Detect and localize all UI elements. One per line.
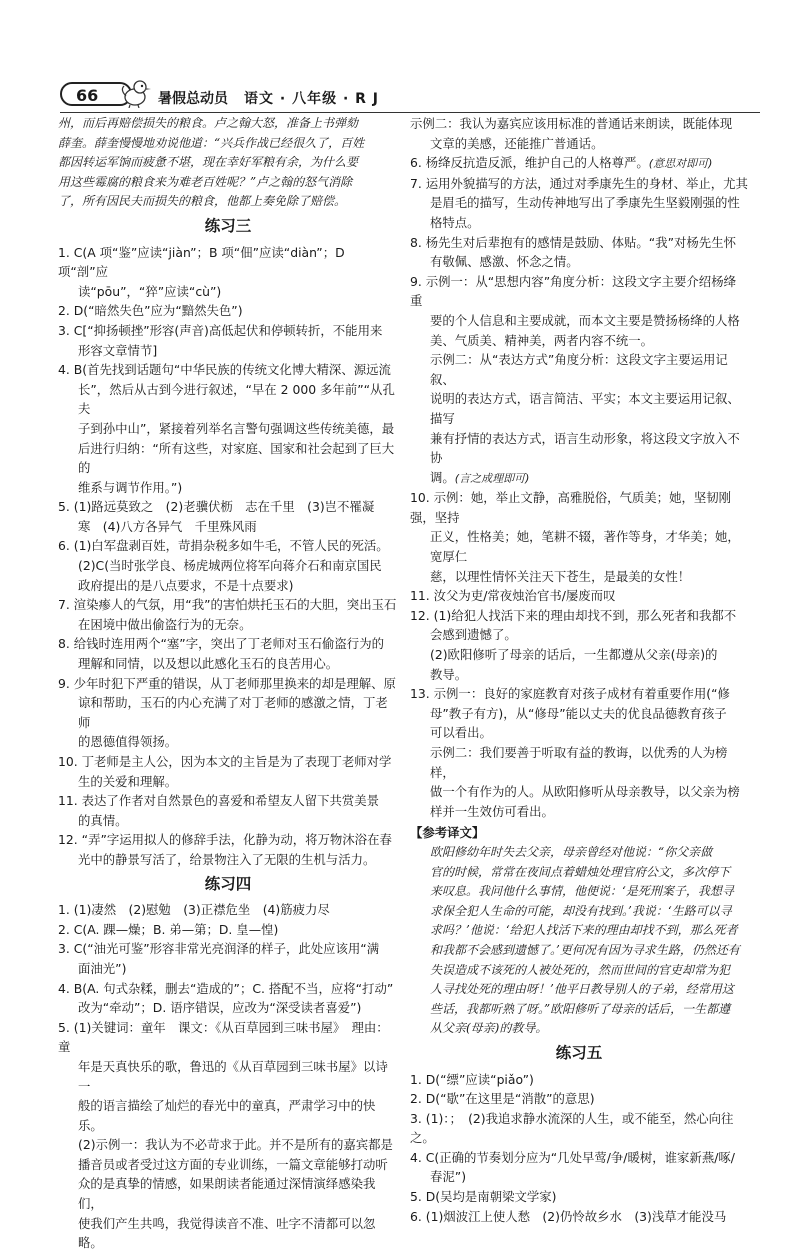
answer-note: (言之成理即可) [454,471,530,485]
answer-line: 4. B(首先找到话题句“中华民族的传统文化博大精深、源远流 [58,362,391,378]
answer-item [58,791,398,830]
answer-line: 读“pōu”，“猝”应读“cù”) [78,283,222,299]
answer-line: 政府提出的是八点要求，不是十点要求) [78,577,294,593]
answer-text: 调。 [430,469,455,485]
answer-item: 11. 汝父为吏/常夜烛治官书/屡废而叹 [410,588,616,604]
translation-line: 人寻找处死的理由呀！’他平日教导别人的子弟，经常用这 [430,982,734,997]
answer-line: 维系与调节作用。”) [78,479,183,495]
answer-item: 3. (1)：； (2)我追求静水流深的人生，或不能至，然心向往之。 [410,1110,734,1146]
answer-line: 寒 (4)八方各异气 千里殊风雨 [78,518,257,534]
answer-line: 样并一生效仿可看出。 [430,803,554,819]
answer-line: 在困境中做出偷盗行为的无奈。 [78,616,252,632]
answer-item: 2. D(“歇”在这里是“消散”的意思) [410,1091,595,1107]
answer-note: (意思对即可) [648,157,713,171]
translation-line: 官的时候，常常在夜间点着蜡烛处理官府公文，多次停下 [430,864,731,879]
answer-line: 10. 丁老师是主人公，因为本文的主旨是为了表现丁老师对学 [58,754,392,769]
answer-item: 2. C(A. 踝—燥；B. 弟—第；D. 皇—惶) [58,921,279,937]
answer-line: 11. 表达了作者对自然景色的喜爱和希望友人留下共赏美景 [58,793,380,809]
answer-line: 理解和同情，以及想以此感化玉石的良苦用心。 [78,656,339,672]
answer-line: 示例二：我认为嘉宾应该用标准的普通话来朗读，既能体现 [410,116,733,131]
answer-line: 要的个人信息和主要成就，而本文主要是赞扬杨绛的人格 [430,312,740,328]
answer-item: 6. (1)烟波江上使人愁 (2)仍怜故乡水 (3)浅草才能没马 [410,1208,727,1224]
text-line: 用这些霉腐的粮食来为难老百姓呢？”卢之翰的怒气消除 [58,174,353,189]
answer-line: 子到孙中山”，紧接着列举名言警句强调这些传统美德，最 [78,420,395,436]
answer-line: 正义，性格美；她，笔耕不辍，著作等身，才华美；她，宽厚仁 [430,529,740,565]
answer-item [410,606,748,684]
answer-item [410,684,748,821]
answer-line: 谅和帮助，玉石的内心充满了对丁老师的感激之情，丁老师 [78,695,388,730]
answer-item [58,1018,398,1253]
answer-line: 长”，然后从古到今进行叙述，“早在 2 000 多年前”“从孔夫 [78,381,395,417]
answer-line: 后进行归纳：“所有这些，对家庭、国家和社会起到了巨大的 [78,440,395,476]
mascot-icon [120,78,154,108]
answer-line: 5. (1)路远莫致之 (2)老骥伏枥 志在千里 (3)岂不罹凝 [58,499,375,515]
text-line: 薛奎。薛奎慢慢地劝说他道：“兴兵作战已经很久了，百姓 [58,135,365,150]
answer-line: 13. 示例一：良好的家庭教育对孩子成材有着重要作用(“修 [410,686,730,702]
answer-item [58,536,398,595]
answer-line: 教导。 [430,666,468,682]
subject-label: 语文 · 八年级 · R J [244,91,379,107]
answer-line: 3. C[“抑扬顿挫”形容(声音)高低起伏和停顿转折，不能用来 [58,322,383,338]
section-title-exercise-4: 练习四 [204,874,252,893]
header-rule [60,112,760,113]
translation-line: 欧阳修幼年时失去父亲，母亲曾经对他说：“你父亲做 [430,844,713,859]
translation-line: 来叹息。我问他什么事情，他便说：‘是死刑案子，我想寻 [430,884,734,899]
page-header [60,78,760,110]
answer-line: (2)示例一：我认为不必苛求于此。并不是所有的嘉宾都是 [78,1137,393,1153]
right-column [410,114,748,1226]
answer-line: 生的关爱和理解。 [78,773,178,789]
answer-item [410,272,748,489]
answer-item [58,595,398,634]
translation-line: 从父亲(母亲)的教导。 [430,1021,548,1036]
text-line: 了，所有因民夫而损失的粮食，他都上奏免除了赔偿。 [58,194,347,209]
answer-line: 9. 少年时犯下严重的错误，从丁老师那里换来的却是理解、原 [58,675,396,691]
translation-line: 求保全犯人生命的可能，却没有找到。’我说：‘生路可以寻 [430,903,732,918]
answer-item: 1. (1)凄然 (2)慰勉 (3)正襟危坐 (4)筋疲力尽 [58,902,330,918]
answer-item [410,1148,748,1187]
answer-item [410,233,748,272]
answer-item: 1. D(“缥”应读“piǎo”) [410,1071,534,1087]
answer-line: 示例二：我们要善于听取有益的教诲，以优秀的人为榜样， [430,745,728,780]
answer-line: 7. 运用外貌描写的方法，通过对季康先生的身材、举止，尤其 [410,175,748,191]
answer-line: 改为“牵动”；D. 语序错误，应改为“深受读者喜爱”) [78,1000,362,1016]
answer-item [410,114,748,153]
answer-item [410,488,748,586]
answer-item [58,360,398,497]
answer-item [58,497,398,536]
answer-line: 7. 渲染瘆人的气氛，用“我”的害怕烘托玉石的大胆，突出玉石 [58,597,397,613]
translation-line: 失误造成不该死的人被处死的，然而世间的官吏却常为犯 [430,962,731,977]
answer-line: 是眉毛的描写，生动传神地写出了季康先生坚毅刚强的性 [430,195,740,211]
answer-line: 1. C(A 项“鉴”应读“jiàn”；B 项“佃”应读“diàn”；D 项“剖”应 [58,244,345,280]
answer-line: 9. 示例一：从“思想内容”角度分析：这段文字主要介绍杨绛重 [410,273,736,309]
answer-line: 12. (1)给犯人找活下来的理由却找不到，那么死者和我都不 [410,607,737,623]
answer-item [58,321,398,360]
answer-item: 2. D(“暗然失色”应为“黯然失色”) [58,303,243,319]
answer-line: 春泥”) [430,1169,467,1185]
answer-line: 示例二：从“表达方式”角度分析：这段文字主要运用记叙、 [430,352,728,387]
reference-translation [410,843,748,1039]
answer-line: 面油光”) [78,960,127,976]
answer-item [410,153,748,174]
text-line: 都因转运军饷而疲惫不堪，现在幸好军粮有余，为什么要 [58,155,359,170]
answer-line: 文章的美感，还能推广普通话。 [430,135,604,151]
answer-line: 3. C(“油光可鉴”形容非常光亮润泽的样子，此处应该用“满 [58,941,380,957]
answer-line: 5. (1)关键词：童年 课文：《从百草园到三味书屋》 理由：童 [58,1019,389,1055]
answer-line: 10. 示例：她，举止文静，高雅脱俗，气质美；她，坚韧刚强，坚持 [410,490,732,525]
translation-continued [58,114,398,212]
answer-line: 6. (1)白军盘剥百姓，苛捐杂税多如牛毛，不管人民的死活。 [58,538,389,554]
answer-line: 的恩德值得领扬。 [78,734,178,750]
answer-line: (2)C(当时张学良、杨虎城两位将军向蒋介石和南京国民 [78,558,382,574]
answer-line: 光中的静景写活了，给景物注入了无限的生机与活力。 [78,851,376,867]
answer-line: 可以看出。 [430,725,492,741]
text-line: 州，而后再赔偿损失的粮食。卢之翰大怒，准备上书弹劾 [58,116,359,130]
answer-item [58,752,398,791]
answer-item: 5. D(吴均是南朝梁文学家) [410,1189,557,1205]
translation-line: 些话，我都听熟了呀。”欧阳修听了母亲的话后，一生都遵 [430,1001,731,1016]
translation-line: 和我都不会感到遗憾了。’更何况有因为寻求生路，仍然还有 [430,942,740,957]
answer-item [58,979,398,1018]
answer-item [58,939,398,978]
book-title: 暑假总动员 [158,91,228,107]
answer-text: 6. 杨绛反抗造反派，维护自己的人格尊严。 [410,155,649,171]
answer-item [58,830,398,869]
answer-line: 美、气质美、精神美，两者内容不统一。 [430,332,654,348]
answer-item [410,174,748,233]
answer-line: 8. 给钱时连用两个“塞”字，突出了丁老师对玉石偷盗行为的 [58,636,384,652]
answer-line [410,468,748,489]
answer-line: 做一个有作为的人。从欧阳修听从母亲教导，以父亲为榜 [430,784,740,800]
answer-line: 有敬佩、感激、怀念之情。 [430,254,579,270]
reference-translation-title: 【参考译文】 [410,825,485,841]
answer-line: 会感到遗憾了。 [430,627,517,643]
answer-line: 4. C(正确的节奏划分应为“几处早莺/争/暖树，谁家新燕/啄/ [410,1149,735,1165]
answer-line: 慈，以理性情怀关注天下苍生，是最美的女性！ [430,568,691,584]
answer-line: 播音员或者受过这方面的专业训练，一篇文章能够打动听 [78,1156,388,1172]
answer-line: (2)欧阳修听了母亲的话后，一生都遵从父亲(母亲)的 [430,647,718,663]
answer-line: 年是天真快乐的歌，鲁迅的《从百草园到三味书屋》以诗一 [78,1058,388,1094]
answer-line: 8. 杨先生对后辈抱有的感情是鼓励、体贴。“我”对杨先生怀 [410,234,736,250]
translation-line: 求吗？’他说：‘给犯人找活下来的理由却找不到，那么死者 [430,923,738,938]
answer-line: 格特点。 [430,214,480,230]
page-number: 66 [60,82,132,106]
answer-line: 般的语言描绘了灿烂的春光中的童真，严肃学习中的快乐。 [78,1098,376,1133]
answer-line: 母”教子有方)，从“修母”能以丈夫的优良品德教育孩子 [430,705,727,721]
answer-line: 4. B(A. 句式杂糅，删去“造成的”；C. 搭配不当，应将“打动” [58,980,394,996]
answer-line: 形容文章情节] [78,342,158,358]
answer-line: 众的是真挚的情感，如果朗读者能通过深情演绎感染我们， [78,1176,376,1212]
section-title-exercise-3: 练习三 [204,216,252,235]
left-column [58,114,398,1253]
answer-item [58,634,398,673]
answer-line: 兼有抒情的表达方式，语言生动形象，将这段文字放入不协 [430,430,740,466]
section-title-exercise-5: 练习五 [555,1043,603,1062]
answer-line: 12. “弄”字运用拟人的修辞手法，化静为动，将万物沐浴在春 [58,832,392,848]
answer-item [58,243,398,302]
answer-line: 使我们产生共鸣，我觉得读音不准、吐字不清都可以忽略。 [78,1215,376,1251]
answer-item [58,674,398,752]
answer-line: 说明的表达方式，语言简洁、平实；本文主要运用记叙、描写 [430,391,740,426]
answer-line: 的真情。 [78,812,128,828]
